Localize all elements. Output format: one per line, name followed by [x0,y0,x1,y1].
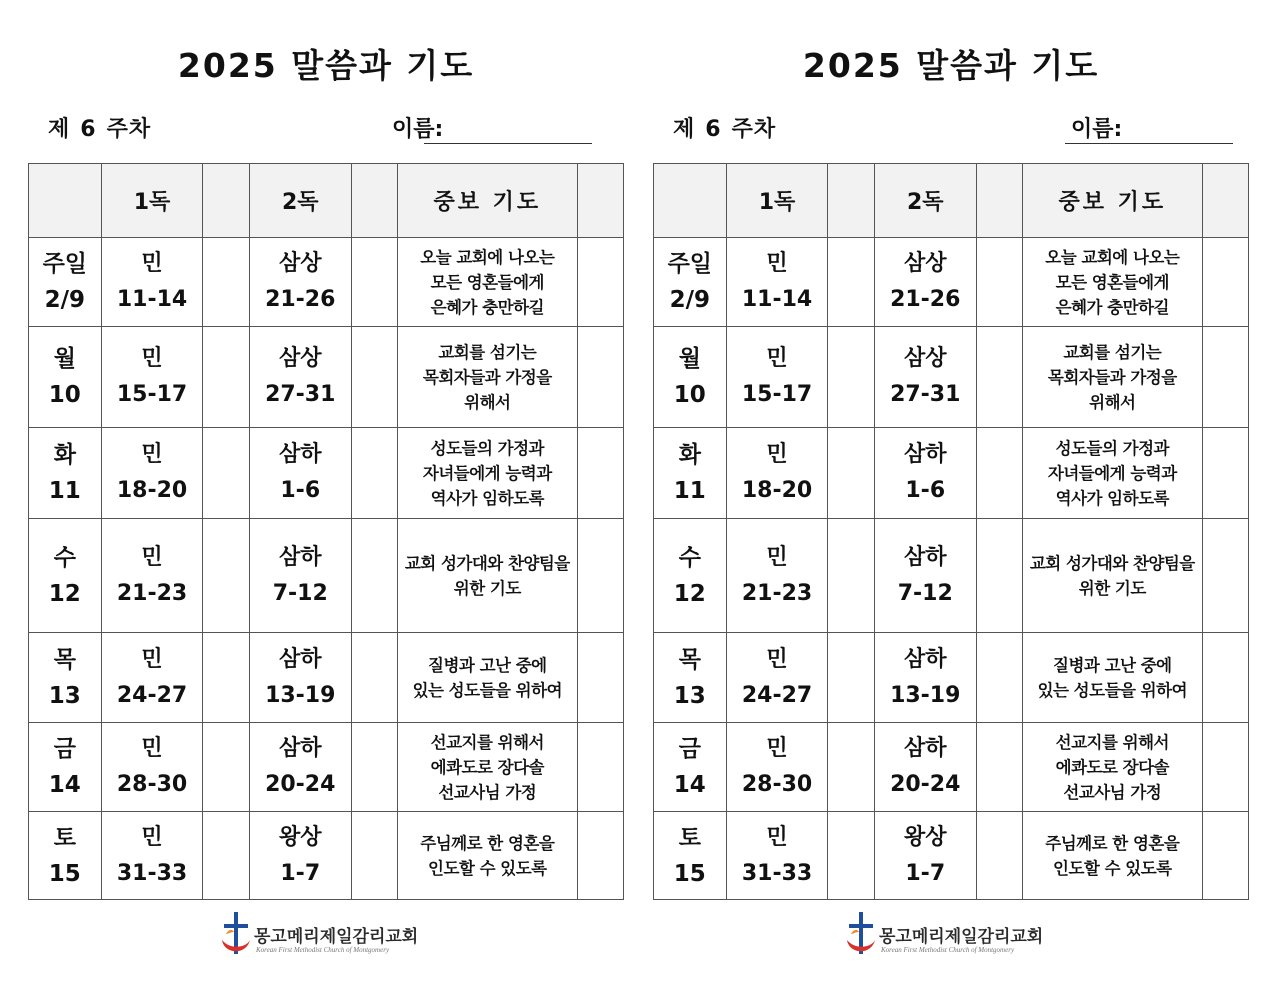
table-row [29,327,624,428]
prayer-text: 교회 성가대와 찬양팀을 위한 기도 [404,553,570,598]
read1-chapters: 21-23 [741,580,813,606]
read1-chapters: 24-27 [116,682,188,708]
name-line [1065,143,1233,144]
table-header-row [654,164,1249,238]
header-blank [1202,164,1248,238]
read1-cell [726,812,828,900]
header-blank [203,164,249,238]
page-title: 2025 말씀과 기도 [802,46,1100,85]
header-day [654,164,727,238]
day-name: 토 [678,824,701,851]
check-cell[interactable] [828,519,874,633]
read1-chapters: 28-30 [741,772,813,797]
read2-chapters: 20-24 [265,772,336,797]
day-date: 2/9 [44,287,86,313]
read2-book: 삼상 [278,251,322,276]
read1-book: 민 [766,346,788,371]
read1-cell [726,723,828,812]
read2-book: 왕상 [903,824,947,850]
day-cell [654,327,727,428]
day-cell [654,812,727,900]
check-cell[interactable] [577,428,623,519]
read2-book: 삼하 [278,736,322,761]
day-date: 14 [673,772,706,798]
day-cell [29,519,102,633]
day-date: 2/9 [669,287,711,313]
header-read2: 2독 [249,164,351,238]
day-date: 11 [48,478,81,504]
prayer-text: 교회를 섬기는 목회자들과 가정을 위해서 [422,342,552,412]
header-prayer: 중보 기도 [1023,164,1203,238]
read2-chapters: 1-7 [280,860,321,886]
day-cell [29,723,102,812]
prayer-text: 성도들의 가정과 자녀들에게 능력과 역사가 임하도록 [422,438,552,508]
day-name: 목 [678,646,701,673]
check-cell[interactable] [1202,519,1248,633]
read1-cell [726,238,828,327]
day-name: 주일 [667,251,713,277]
sheet-right [651,0,1251,989]
check-cell[interactable] [203,633,249,723]
read1-book: 민 [141,646,163,672]
header-prayer: 중보 기도 [398,164,578,238]
check-cell[interactable] [828,812,874,900]
check-cell[interactable] [577,723,623,812]
read2-cell [249,519,351,633]
check-cell[interactable] [351,723,397,812]
day-date: 14 [48,772,81,798]
read2-book: 삼하 [903,646,947,672]
check-cell[interactable] [828,238,874,327]
read1-book: 민 [766,736,788,761]
day-date: 10 [673,382,706,408]
day-date: 12 [673,580,706,607]
check-cell[interactable] [1202,327,1248,428]
prayer-cell [398,428,578,519]
prayer-text: 오늘 교회에 나오는 모든 영혼들에게 은혜가 충만하길 [1045,247,1180,317]
read1-book: 민 [141,251,163,276]
read1-book: 민 [141,544,163,570]
prayer-cell [398,633,578,723]
table-row [654,812,1249,900]
read2-chapters: 1-7 [905,860,946,886]
read1-book: 민 [766,251,788,276]
table-row [29,428,624,519]
read1-chapters: 21-23 [116,580,188,606]
week-label [48,112,161,143]
table-header-row [29,164,624,238]
prayer-text: 교회를 섬기는 목회자들과 가정을 위해서 [1047,342,1177,412]
day-date: 12 [48,580,81,607]
check-cell[interactable] [1202,723,1248,812]
reading-plan-table [28,163,624,900]
week-prefix: 제 [673,117,696,142]
day-cell [29,812,102,900]
day-cell [29,633,102,723]
read2-chapters: 27-31 [265,382,336,407]
prayer-text: 질병과 고난 중에 있는 성도들을 위하여 [412,655,563,700]
table-row [654,238,1249,327]
week-label [673,112,786,143]
check-cell[interactable] [203,428,249,519]
header-day [29,164,102,238]
prayer-text: 교회 성가대와 찬양팀을 위한 기도 [1029,553,1195,598]
check-cell[interactable] [976,327,1022,428]
reading-plan-table [653,163,1249,900]
read1-chapters: 24-27 [741,682,813,708]
prayer-cell [1023,723,1203,812]
table-row [654,327,1249,428]
read2-chapters: 21-26 [265,287,336,312]
cross-flame-icon [843,910,879,958]
week-number: 6 [80,117,97,142]
prayer-cell [398,812,578,900]
check-cell[interactable] [828,633,874,723]
read2-book: 삼상 [903,346,947,371]
read2-cell [874,327,976,428]
table-row [29,519,624,633]
day-date: 13 [48,682,81,709]
read2-cell [874,428,976,519]
day-name: 토 [53,824,76,851]
check-cell[interactable] [976,238,1022,327]
day-name: 목 [53,646,76,673]
read2-chapters: 7-12 [272,580,328,606]
day-name: 월 [53,346,76,372]
read1-book: 민 [141,736,163,761]
prayer-cell [398,519,578,633]
header-blank [828,164,874,238]
check-cell[interactable] [976,519,1022,633]
table-row [29,238,624,327]
prayer-text: 선교지를 위해서 에콰도로 장다솔 선교사님 가정 [1055,732,1169,802]
read2-book: 삼하 [278,544,322,570]
read1-cell [101,327,203,428]
check-cell[interactable] [1202,812,1248,900]
check-cell[interactable] [203,519,249,633]
check-cell[interactable] [351,812,397,900]
church-logo [218,908,419,960]
check-cell[interactable] [976,633,1022,723]
check-cell[interactable] [203,723,249,812]
read1-cell [726,327,828,428]
cross-flame-icon [218,910,254,958]
church-name-ko: 몽고메리제일감리교회 [879,927,1044,947]
check-cell[interactable] [351,428,397,519]
week-suffix: 주차 [731,117,777,142]
read1-cell [726,428,828,519]
read2-chapters: 21-26 [890,287,961,312]
read2-chapters: 1-6 [280,478,321,503]
read2-cell [249,723,351,812]
check-cell[interactable] [203,327,249,428]
read2-chapters: 13-19 [265,682,336,708]
day-name: 금 [53,736,76,762]
day-name: 수 [53,544,76,571]
check-cell[interactable] [828,327,874,428]
read1-book: 민 [141,346,163,371]
read2-chapters: 13-19 [890,682,961,708]
read2-cell [874,238,976,327]
day-cell [29,238,102,327]
check-cell[interactable] [203,238,249,327]
check-cell[interactable] [577,238,623,327]
check-cell[interactable] [577,633,623,723]
day-cell [29,428,102,519]
day-name: 수 [678,544,701,571]
church-name-en: Korean First Methodist Church of Montgomery [881,946,1015,954]
day-name: 주일 [42,251,88,277]
read2-chapters: 7-12 [897,580,953,606]
read1-book: 민 [766,646,788,672]
prayer-cell [1023,428,1203,519]
read2-book: 삼하 [903,736,947,761]
read1-book: 민 [766,824,788,850]
header-blank [976,164,1022,238]
day-name: 화 [678,442,701,468]
check-cell[interactable] [828,428,874,519]
read2-book: 삼하 [903,544,947,570]
read2-book: 삼상 [903,251,947,276]
prayer-cell [398,723,578,812]
church-name-ko: 몽고메리제일감리교회 [254,927,419,947]
read1-chapters: 31-33 [741,860,813,886]
read1-cell [101,428,203,519]
read1-chapters: 18-20 [741,478,813,503]
read2-cell [249,428,351,519]
read1-cell [101,238,203,327]
check-cell[interactable] [351,238,397,327]
week-number: 6 [705,117,722,142]
page-title: 2025 말씀과 기도 [177,46,475,85]
read1-chapters: 11-14 [741,287,813,312]
table-row [654,519,1249,633]
check-cell[interactable] [351,327,397,428]
prayer-cell [398,238,578,327]
day-cell [654,519,727,633]
prayer-text: 주님께로 한 영혼을 인도할 수 있도록 [1045,833,1180,878]
day-date: 15 [673,860,706,887]
header-blank [577,164,623,238]
read1-cell [726,519,828,633]
read2-cell [874,723,976,812]
check-cell[interactable] [577,812,623,900]
prayer-cell [1023,238,1203,327]
read2-chapters: 1-6 [905,478,946,503]
day-name: 월 [678,346,701,372]
read2-book: 삼하 [903,442,947,467]
header-read2: 2독 [874,164,976,238]
prayer-text: 주님께로 한 영혼을 인도할 수 있도록 [420,833,555,878]
table-row [654,428,1249,519]
header-read1: 1독 [726,164,828,238]
read1-chapters: 28-30 [116,772,188,797]
table-row [654,723,1249,812]
read2-book: 삼하 [278,442,322,467]
church-logo [843,908,1044,960]
read1-book: 민 [766,442,788,467]
church-name-en: Korean First Methodist Church of Montgomery [256,946,390,954]
check-cell[interactable] [351,519,397,633]
check-cell[interactable] [203,812,249,900]
day-cell [654,723,727,812]
read1-cell [101,723,203,812]
read1-chapters: 18-20 [116,478,188,503]
check-cell[interactable] [976,428,1022,519]
read2-book: 왕상 [278,824,322,850]
read1-cell [101,519,203,633]
check-cell[interactable] [1202,633,1248,723]
prayer-cell [398,327,578,428]
read1-cell [101,812,203,900]
read2-cell [874,519,976,633]
read1-book: 민 [141,824,163,850]
read1-chapters: 15-17 [741,382,813,407]
read1-cell [101,633,203,723]
check-cell[interactable] [351,633,397,723]
prayer-cell [1023,327,1203,428]
check-cell[interactable] [1202,238,1248,327]
day-date: 10 [48,382,81,408]
name-label: 이름: [392,117,444,142]
name-line [424,143,592,144]
table-row [29,633,624,723]
prayer-cell [1023,633,1203,723]
check-cell[interactable] [577,327,623,428]
day-date: 13 [673,682,706,709]
prayer-text: 선교지를 위해서 에콰도로 장다솔 선교사님 가정 [430,732,544,802]
read1-chapters: 15-17 [116,382,188,407]
read2-cell [874,633,976,723]
check-cell[interactable] [577,519,623,633]
read2-book: 삼하 [278,646,322,672]
day-cell [29,327,102,428]
read2-cell [249,238,351,327]
prayer-cell [1023,812,1203,900]
prayer-cell [1023,519,1203,633]
prayer-text: 오늘 교회에 나오는 모든 영혼들에게 은혜가 충만하길 [420,247,555,317]
day-cell [654,633,727,723]
read1-chapters: 11-14 [116,287,188,312]
sheet-left [26,0,626,989]
read2-cell [249,633,351,723]
table-row [654,633,1249,723]
table-row [29,723,624,812]
day-name: 화 [53,442,76,468]
read1-cell [726,633,828,723]
read1-chapters: 31-33 [116,860,188,886]
week-prefix: 제 [48,117,71,142]
header-read1: 1독 [101,164,203,238]
day-cell [654,238,727,327]
day-date: 15 [48,860,81,887]
check-cell[interactable] [1202,428,1248,519]
read2-cell [874,812,976,900]
read2-cell [249,812,351,900]
read1-book: 민 [141,442,163,467]
day-name: 금 [678,736,701,762]
check-cell[interactable] [828,723,874,812]
week-suffix: 주차 [106,117,152,142]
prayer-text: 성도들의 가정과 자녀들에게 능력과 역사가 임하도록 [1047,438,1177,508]
day-cell [654,428,727,519]
header-blank [351,164,397,238]
prayer-text: 질병과 고난 중에 있는 성도들을 위하여 [1037,655,1188,700]
read2-cell [249,327,351,428]
name-label: 이름: [1071,117,1123,142]
read2-chapters: 20-24 [890,772,961,797]
table-row [29,812,624,900]
read2-book: 삼상 [278,346,322,371]
check-cell[interactable] [976,812,1022,900]
day-date: 11 [673,478,706,504]
read2-chapters: 27-31 [890,382,961,407]
read1-book: 민 [766,544,788,570]
check-cell[interactable] [976,723,1022,812]
